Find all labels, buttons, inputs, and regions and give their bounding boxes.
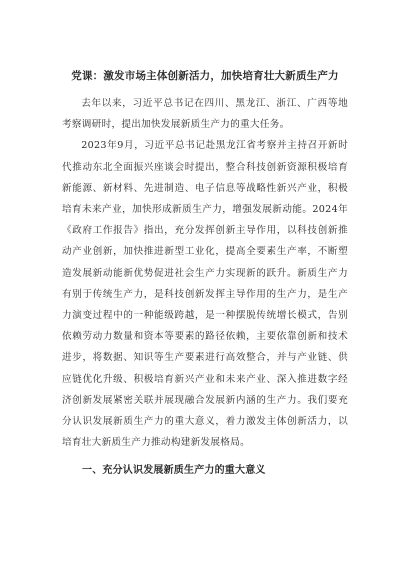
section-heading: 一、充分认识发展新质生产力的重大意义: [82, 465, 266, 477]
paragraph-1: 去年以来，习近平总书记在四川、黑龙江、浙江、广西等地考察调研时，提出加快发展新质生产力的重大任务。: [62, 98, 348, 131]
document-title: 党课：激发市场主体创新活力，加快培育壮大新质生产力: [71, 70, 339, 82]
paragraph-2: 2023年9月，习近平总书记赴黑龙江省考察并主持召开新时代推动东北全面振兴座谈会时提出，整合科技创新资源积极培育新能源、新材料、先进制造、电子信息等战略性新兴产业，积极培育未来产业，加快形成新质生产力，增强发展新动能。2024年《政府工作报告》指出，充分发挥创新主导作用，以科技创新推动产业创新，加快推进新型工业化，提高全要素生产率，不断塑造发展新动能新优势促进社会生产力实现新的跃升。新质生产力有别于传统生产力，是科技创新发挥主导作用的生产力，是生产力演变过程中的一种能级跨越，是一种摆脱传统增长模式，告别依赖劳动力数量和资本等要素的路径依赖，主要依靠创新和技术进步，将数据、知识等生产要素进行高效整合，并与产业链、供应链优化升级、积极培育新兴产业和未来产业、深入推进数字经济创新发展紧密关联并展现融合发展新内涵的生产力。我们要充分认识发展新质生产力的重大意义，着力激发主体创新活力，以培育壮大新质生产力推动构建新发展格局。: [62, 140, 348, 449]
